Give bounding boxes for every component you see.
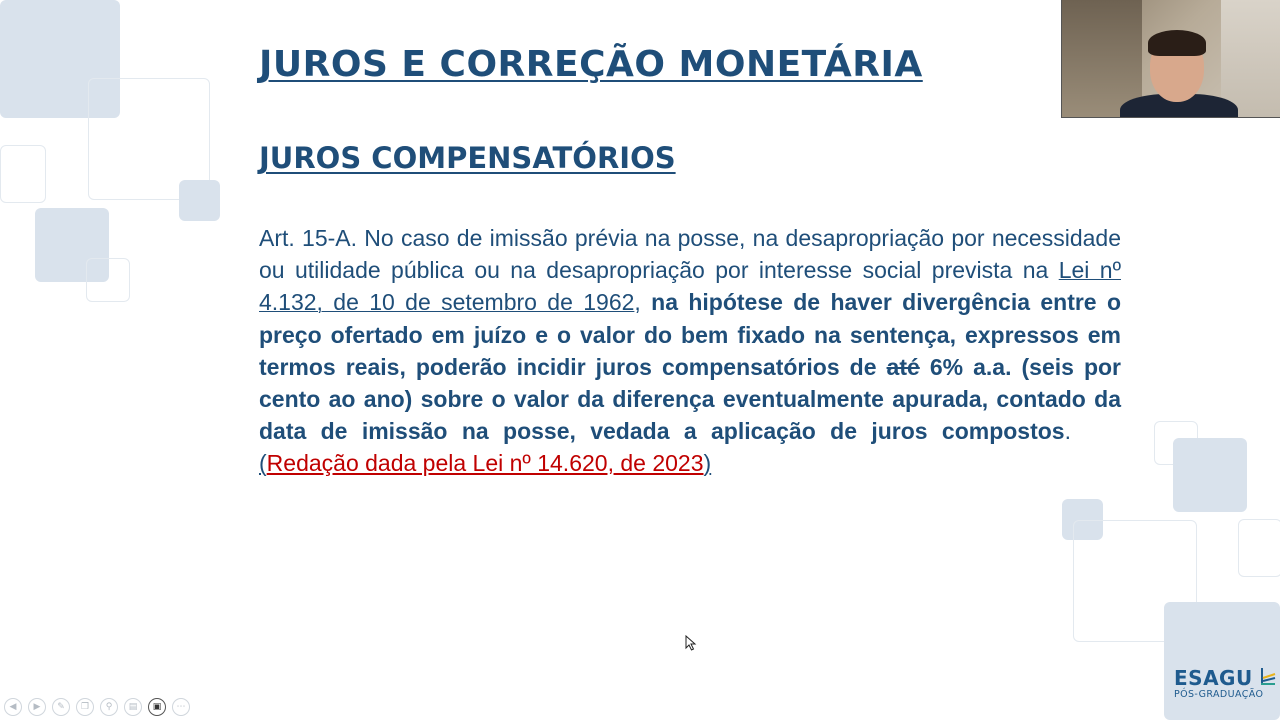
webcam-feed [1061, 0, 1280, 118]
article-bold-part-1: na hipótese de haver divergência entre o preço ofertado em juízo e o valor do bem fixado na sentença, expressos em termos reais, poderão incidir juros compensatórios de [259, 289, 1121, 380]
esagu-logo [1174, 666, 1278, 700]
presentation-toolbar [4, 698, 190, 716]
article-intro: Art. 15-A. No caso de imissão prévia na posse, na desapropriação por necessidade ou utilidade pública ou na desapropriação por interesse social prevista na [259, 225, 1121, 284]
zoom-icon[interactable]: ⚲ [100, 698, 118, 716]
webcam-background [1221, 0, 1280, 117]
article-comma: , [634, 289, 652, 316]
logo-name: ESAGU [1174, 666, 1253, 690]
forward-icon[interactable]: ▶ [28, 698, 46, 716]
article-text [259, 222, 1121, 480]
back-icon[interactable]: ◀ [4, 698, 22, 716]
presenter-hair [1148, 30, 1206, 56]
law-4132-link[interactable]: Lei nº 4.132, de 10 de setembro de 1962 [259, 257, 1121, 316]
mouse-cursor-icon [685, 635, 697, 651]
article-bold-part-2: 6% a.a. (seis por cento ao ano) sobre o valor da diferença eventualmente apurada, contado da data de imissão na posse, vedada a aplicação de juros compostos [259, 353, 1122, 445]
logo-subtitle: PÓS-GRADUAÇÃO [1174, 689, 1264, 700]
decor-square [0, 145, 46, 203]
camera-icon[interactable]: ▣ [148, 698, 166, 716]
logo-mark-icon [1260, 668, 1276, 686]
decor-square [1238, 519, 1280, 577]
decor-square [179, 180, 220, 221]
slides-icon[interactable]: ▤ [124, 698, 142, 716]
decor-square [1164, 602, 1280, 720]
paren-open: ( [259, 450, 267, 477]
copy-icon[interactable]: ❐ [76, 698, 94, 716]
amendment-link[interactable]: Redação dada pela Lei nº 14.620, de 2023 [266, 450, 704, 477]
slide-title: JUROS E CORREÇÃO MONETÁRIA [259, 44, 923, 85]
pen-icon[interactable]: ✎ [52, 698, 70, 716]
slide-subtitle: JUROS COMPENSATÓRIOS [259, 141, 676, 175]
more-icon[interactable]: ⋯ [172, 698, 190, 716]
paren-close: ) [703, 450, 712, 477]
article-struck-word: até [886, 353, 920, 380]
decor-square [86, 258, 130, 302]
article-period: . [1064, 418, 1071, 445]
decor-square [1173, 438, 1247, 512]
